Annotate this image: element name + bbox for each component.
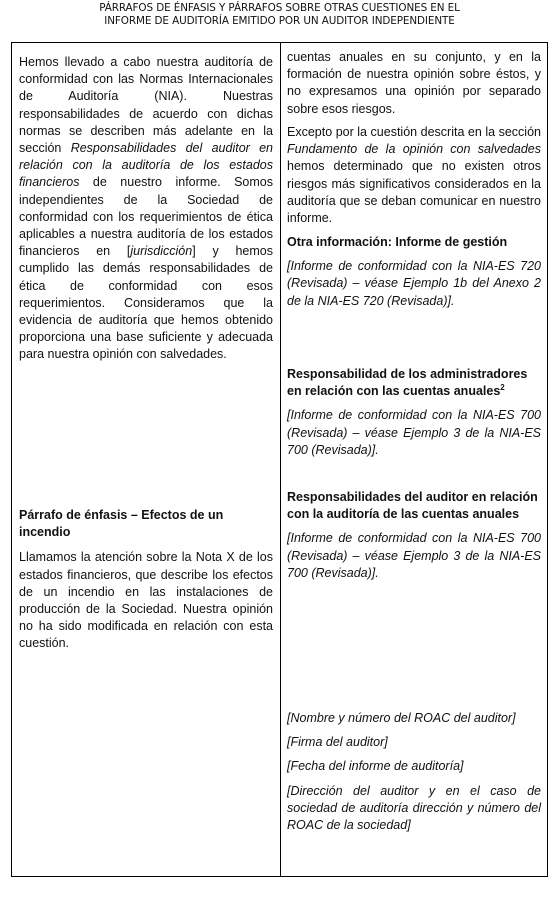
except-paragraph bbox=[287, 124, 541, 227]
report-table bbox=[11, 42, 548, 877]
continuation-paragraph bbox=[287, 49, 541, 118]
basis-text-4: jurisdicción bbox=[130, 244, 193, 259]
except-text-3: hemos determinado que no existen otros riesgos más significativos considerados en la auditoría que se deban comunicar en nuestro informe. bbox=[287, 159, 541, 226]
report-date-placeholder: [Fecha del informe de auditoría] bbox=[287, 759, 464, 774]
basis-text-5: ] y hemos cumplido las demás responsabilidades de ética de conformidad con esos requerimientos. Consideramos que la evidencia de auditoría que hemos obtenido proporciona una base suficiente y adecuada para nuestra opinión con salvedades. bbox=[19, 244, 273, 362]
directors-heading: Responsabilidad de los administradores en relación con las cuentas anuales bbox=[287, 367, 528, 399]
footnote-marker: 2 bbox=[500, 383, 505, 393]
basis-text-3: de nuestro informe. Somos independientes de la Sociedad de conformidad con los requerimientos de ética aplicables a nuestra auditoría de los estados financieros en [ bbox=[19, 175, 273, 259]
document-header bbox=[0, 2, 559, 28]
emphasis-section bbox=[19, 507, 273, 653]
continuation-text: cuentas anuales en su conjunto, y en la formación de nuestra opinión sobre éstos, y no expresamos una opinión por separado sobre esos riesgos. bbox=[287, 50, 541, 116]
signature-block bbox=[287, 710, 541, 834]
directors-section bbox=[287, 366, 541, 459]
basis-text-2: Responsabilidades del auditor en relación con la auditoría de los estados financieros bbox=[19, 141, 273, 190]
directors-body: [Informe de conformidad con la NIA-ES 700 (Revisada) – véase Ejemplo 3 de la NIA-ES 700 (Revisada)]. bbox=[287, 408, 541, 457]
basis-text-1: Hemos llevado a cabo nuestra auditoría de conformidad con las Normas Internacionales de Auditoría (NIA). Nuestras responsabilidades de acuerdo con dichas normas se describen más adelante en la sección bbox=[19, 55, 273, 156]
other-info-body: [Informe de conformidad con la NIA-ES 720 (Revisada) – véase Ejemplo 1b del Anexo 2 de la NIA-ES 720 (Revisada)]. bbox=[287, 259, 541, 308]
other-info-heading: Otra información: Informe de gestión bbox=[287, 235, 508, 249]
auditor-section bbox=[287, 489, 541, 582]
auditor-name-placeholder: [Nombre y número del ROAC del auditor] bbox=[287, 711, 516, 725]
emphasis-heading: Párrafo de énfasis – Efectos de un incendio bbox=[19, 508, 224, 540]
auditor-address-placeholder: [Dirección del auditor y en el caso de sociedad de auditoría dirección y número del ROAC de la sociedad] bbox=[287, 783, 541, 833]
header-line-2: INFORME DE AUDITORÍA EMITIDO POR UN AUDITOR INDEPENDIENTE bbox=[104, 15, 455, 27]
emphasis-body: Llamamos la atención sobre la Nota X de los estados financieros, que describe los efectos de un incendio en las instalaciones de producción de la Sociedad. Nuestra opinión no ha sido modificada en relación con esta cuestión. bbox=[19, 550, 273, 651]
except-text-1: Excepto por la cuestión descrita en la sección bbox=[287, 125, 541, 139]
auditor-heading: Responsabilidades del auditor en relación con la auditoría de las cuentas anuales bbox=[287, 490, 538, 522]
signature-placeholder: [Firma del auditor] bbox=[287, 735, 388, 750]
header-line-1: PÁRRAFOS DE ÉNFASIS Y PÁRRAFOS SOBRE OTRAS CUESTIONES EN EL bbox=[99, 2, 460, 14]
other-info-section bbox=[287, 234, 541, 310]
column-divider bbox=[280, 43, 281, 876]
basis-paragraph bbox=[19, 54, 273, 364]
except-text-2: Fundamento de la opinión con salvedades bbox=[287, 142, 541, 157]
auditor-body: [Informe de conformidad con la NIA-ES 700 (Revisada) – véase Ejemplo 3 de la NIA-ES 700 (Revisada)]. bbox=[287, 531, 541, 580]
